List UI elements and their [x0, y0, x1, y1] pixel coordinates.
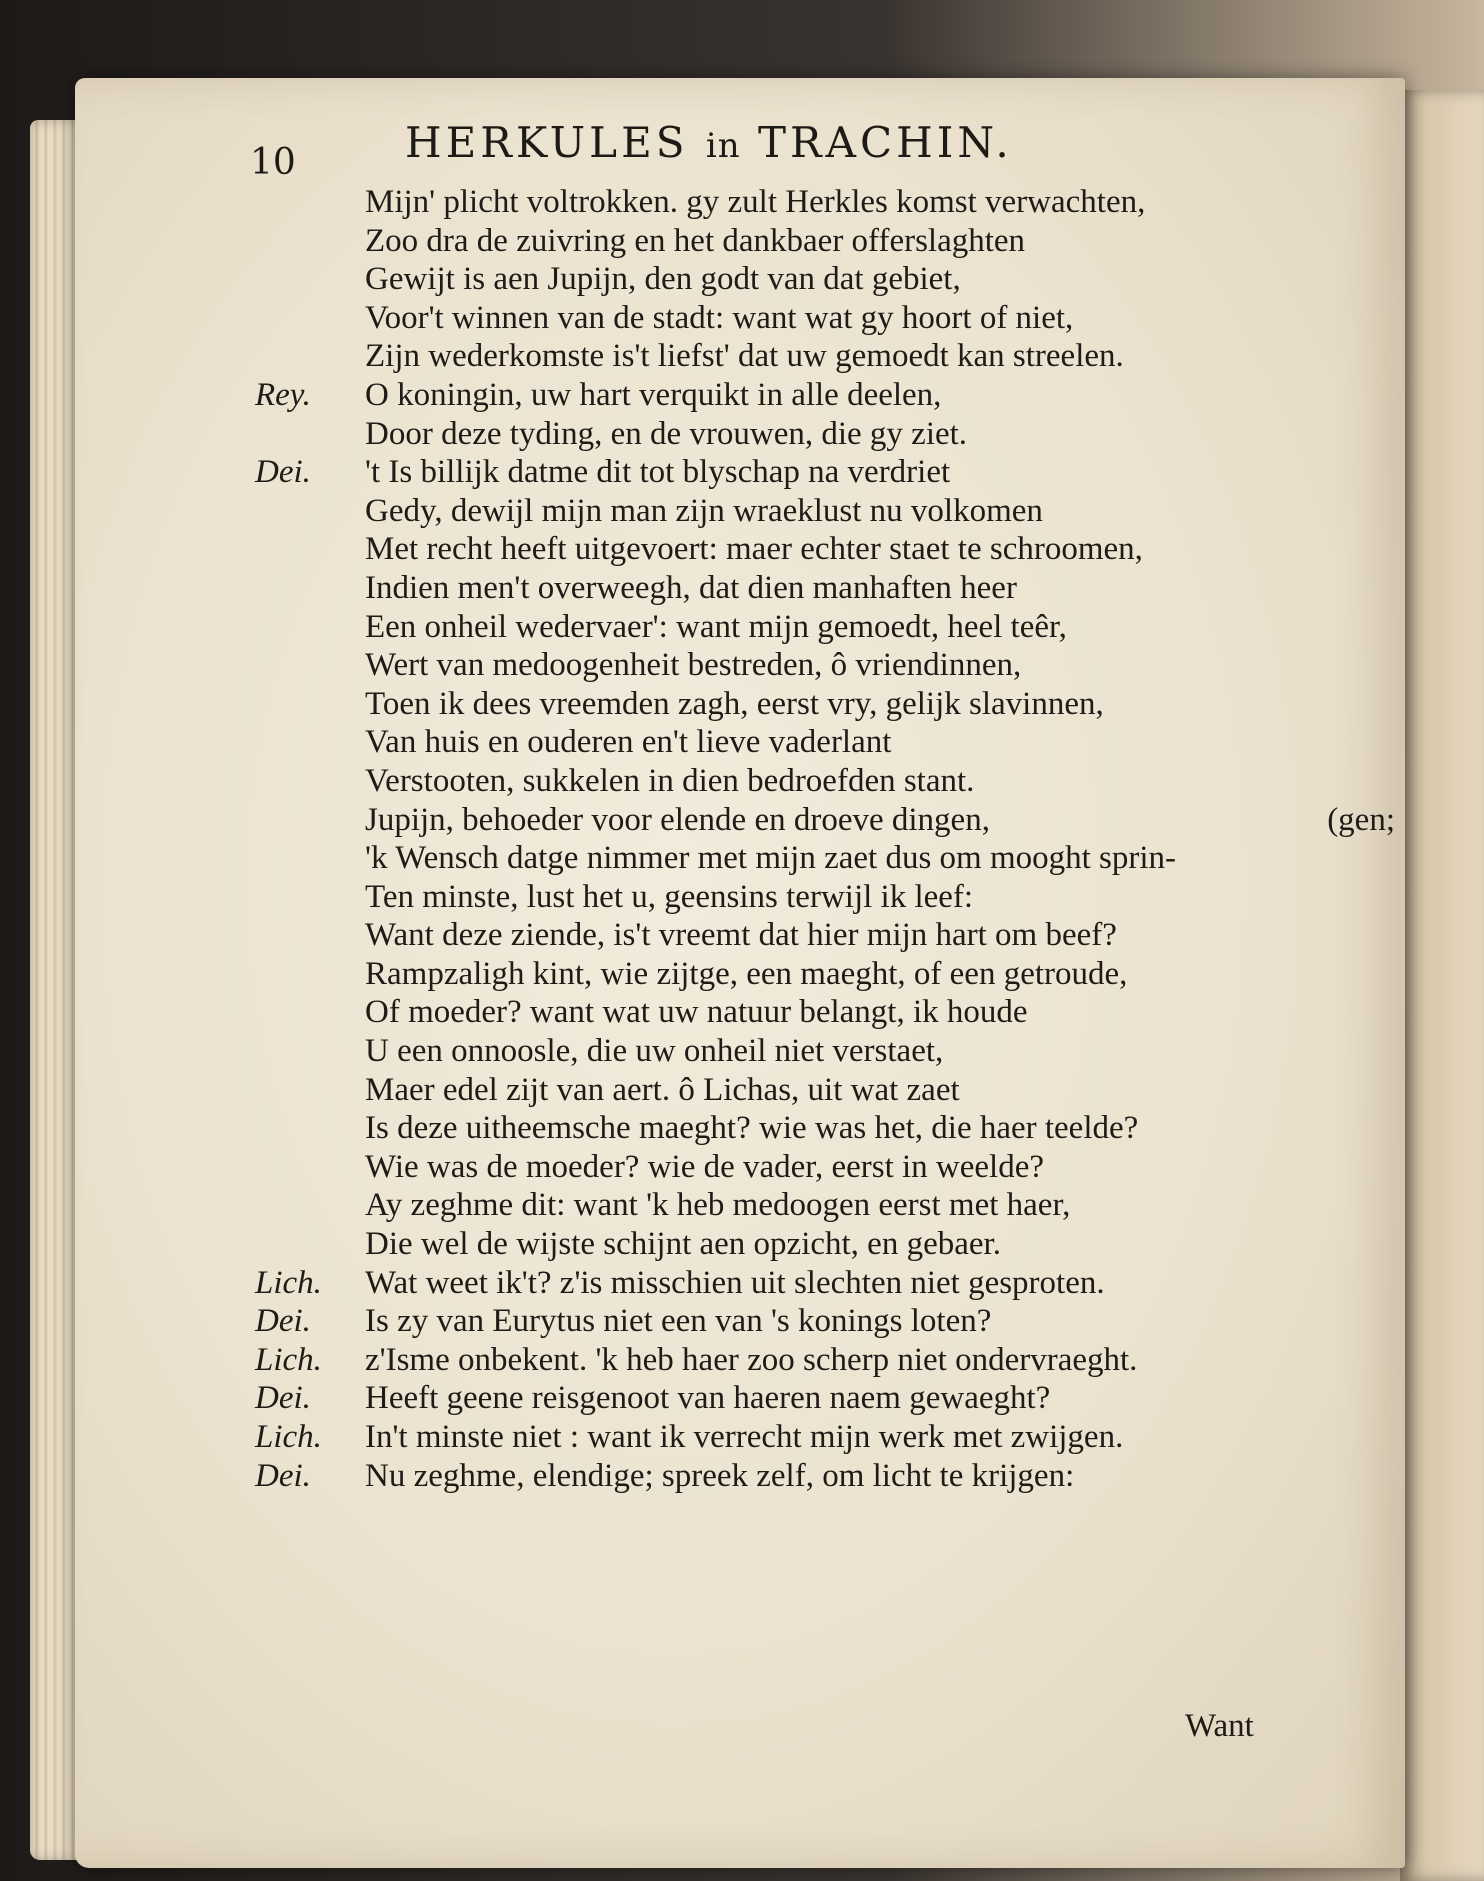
- catchword: Want: [1185, 1708, 1254, 1744]
- verse-line-text: 't Is billijk datme dit tot blyschap na verdriet: [365, 454, 951, 491]
- verse-line: [255, 1457, 1395, 1496]
- verse-text: [255, 183, 1395, 1495]
- verse-line: [255, 453, 1395, 492]
- verse-line-text: Want deze ziende, is't vreemt dat hier mijn hart om beef?: [365, 917, 1117, 954]
- speaker-label: Rey.: [255, 376, 311, 413]
- verse-line-text: Zoo dra de zuivring en het dankbaer offerslaghten: [365, 222, 1026, 259]
- verse-line: [255, 608, 1395, 647]
- verse-line: [255, 1264, 1395, 1303]
- page-number: 10: [250, 142, 296, 183]
- running-title-part3: TRACHIN.: [758, 118, 1013, 167]
- verse-line-text: Maer edel zijt van aert. ô Lichas, uit wat zaet: [365, 1071, 960, 1108]
- verse-line-text: Rampzaligh kint, wie zijtge, een maeght, of een getroude,: [365, 955, 1128, 992]
- verse-line: [255, 492, 1395, 531]
- verse-line: [255, 376, 1395, 415]
- verse-line: [255, 337, 1395, 376]
- speaker-label: Dei.: [255, 1457, 311, 1494]
- running-title-part1: HERKULES: [405, 118, 689, 167]
- speaker-label: Dei.: [255, 454, 311, 491]
- verse-line: [255, 878, 1395, 917]
- verse-line-text: Heeft geene reisgenoot van haeren naem gewaeght?: [365, 1380, 1051, 1417]
- verse-line: [255, 685, 1395, 724]
- verse-line-text: Zijn wederkomste is't liefst' dat uw gemoedt kan streelen.: [365, 338, 1124, 375]
- verse-line-text: Nu zeghme, elendige; spreek zelf, om licht te krijgen:: [365, 1457, 1075, 1494]
- verse-line: [255, 1225, 1395, 1264]
- page-edge-right: [1400, 90, 1484, 1881]
- verse-line-text: Wert van medoogenheit bestreden, ô vriendinnen,: [365, 647, 1022, 684]
- verse-line-text: Verstooten, sukkelen in dien bedroefden stant.: [365, 762, 975, 799]
- speaker-label: Dei.: [255, 1303, 311, 1340]
- verse-line-text: O koningin, uw hart verquikt in alle deelen,: [365, 376, 942, 413]
- verse-line-text: Voor't winnen van de stadt: want wat gy hoort of niet,: [365, 299, 1074, 336]
- verse-line: [255, 955, 1395, 994]
- verse-line: [255, 299, 1395, 338]
- verse-line-text: Gewijt is aen Jupijn, den godt van dat gebiet,: [365, 261, 961, 298]
- verse-line: [255, 569, 1395, 608]
- verse-line-text: Een onheil wedervaer': want mijn gemoedt, heel teêr,: [365, 608, 1067, 645]
- verse-line-text: Door deze tyding, en de vrouwen, die gy ziet.: [365, 415, 968, 452]
- verse-line: [255, 723, 1395, 762]
- verse-line: [255, 1302, 1395, 1341]
- verse-line: [255, 839, 1395, 878]
- verse-line-text: Of moeder? want wat uw natuur belangt, ik houde: [365, 994, 1028, 1031]
- turnover-text: (gen;: [1327, 801, 1395, 838]
- speaker-label: Lich.: [255, 1419, 322, 1455]
- verse-line-text: 'k Wensch datge nimmer met mijn zaet dus om mooght sprin-: [365, 840, 1177, 877]
- verse-line-text: Met recht heeft uitgevoert: maer echter staet te schroomen,: [365, 531, 1143, 568]
- running-title-part2: in: [705, 126, 741, 166]
- verse-line-text: Wie was de moeder? wie de vader, eerst in weelde?: [365, 1148, 1045, 1185]
- verse-line: [255, 260, 1395, 299]
- verse-line: [255, 1341, 1395, 1380]
- verse-line-text: Van huis en ouderen en't lieve vaderlant: [365, 724, 892, 761]
- speaker-label: Lich.: [255, 1264, 322, 1301]
- verse-line: [255, 801, 1395, 840]
- book-page: [75, 78, 1405, 1868]
- verse-line: [255, 222, 1395, 261]
- verse-line-text: Die wel de wijste schijnt aen opzicht, en gebaer.: [365, 1226, 1001, 1263]
- verse-line: [255, 916, 1395, 955]
- verse-line-text: z'Isme onbekent. 'k heb haer zoo scherp niet ondervraeght.: [365, 1341, 1138, 1378]
- running-title: [405, 118, 1013, 167]
- verse-line-text: Ay zeghme dit: want 'k heb medoogen eerst met haer,: [365, 1187, 1071, 1224]
- verse-line-text: Ten minste, lust het u, geensins terwijl ik leef:: [365, 878, 974, 915]
- verse-line: [255, 1109, 1395, 1148]
- verse-line-text: Is deze uitheemsche maeght? wie was het, die haer teelde?: [365, 1110, 1139, 1147]
- verse-line: [255, 1148, 1395, 1187]
- verse-line: [255, 530, 1395, 569]
- verse-line: [255, 1379, 1395, 1418]
- verse-line-text: Mijn' plicht voltrokken. gy zult Herkles komst verwachten,: [365, 184, 1146, 220]
- verse-line-text: Wat weet ik't? z'is misschien uit slechten niet gesproten.: [365, 1264, 1105, 1301]
- verse-line-text: Gedy, dewijl mijn man zijn wraeklust nu volkomen: [365, 492, 1043, 529]
- verse-line-text: Toen ik dees vreemden zagh, eerst vry, gelijk slavinnen,: [365, 685, 1104, 722]
- verse-line-text: Jupijn, behoeder voor elende en droeve dingen,: [365, 801, 990, 838]
- verse-line: [255, 646, 1395, 685]
- verse-line-text: In't minste niet : want ik verrecht mijn werk met zwijgen.: [365, 1419, 1124, 1455]
- verse-line: [255, 762, 1395, 801]
- speaker-label: Dei.: [255, 1380, 311, 1417]
- speaker-label: Lich.: [255, 1341, 322, 1378]
- verse-line: [255, 1418, 1395, 1457]
- page-header: [75, 108, 1405, 188]
- verse-line: [255, 1186, 1395, 1225]
- verse-line: [255, 1071, 1395, 1110]
- verse-line-text: Is zy van Eurytus niet een van 's konings loten?: [365, 1303, 992, 1340]
- verse-line-text: U een onnoosle, die uw onheil niet verstaet,: [365, 1033, 944, 1070]
- verse-line-text: Indien men't overweegh, dat dien manhaften heer: [365, 569, 1017, 606]
- verse-line: [255, 415, 1395, 454]
- verse-line: [255, 993, 1395, 1032]
- verse-line: [255, 183, 1395, 222]
- verse-line: [255, 1032, 1395, 1071]
